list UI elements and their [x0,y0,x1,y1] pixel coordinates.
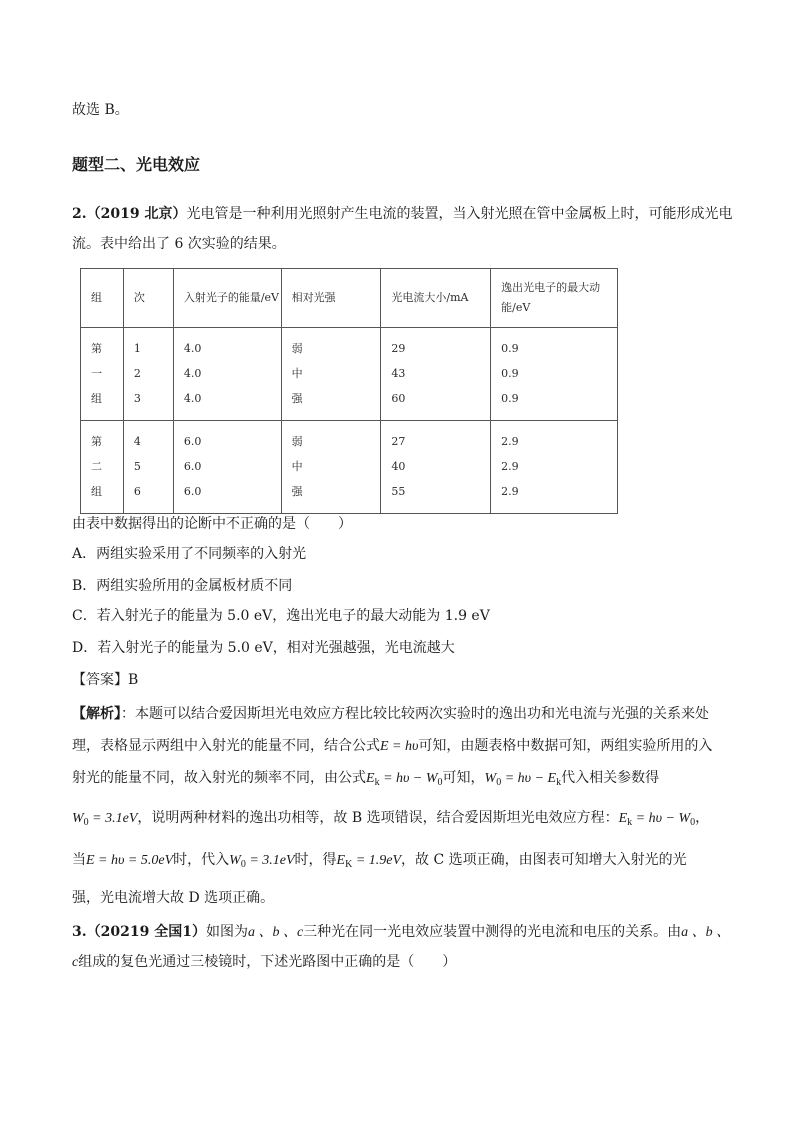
header-energy: 入射光子的能量/eV [173,269,281,328]
formula-einstein: $E_k = h\upsilon - W_0$ [618,811,696,828]
formula-e-5: E = hυ = 5.0eV [86,853,174,868]
group-2-name: 第 二 组 [81,421,124,514]
analysis-line-3: 射光的能量不同，故入射光的频率不同，由公式$E_k = h\upsilon - W_0$可知，$W_0 = h\upsilon - E_k$代入相关参数得 [72,770,660,788]
option-c: C．若入射光子的能量为 5.0 eV，逸出光电子的最大动能为 1.9 eV [72,608,490,624]
formula-w0-3-1: $W_0 = 3.1eV$ [229,853,295,870]
q3-line-1: 3.（20219 全国1）如图为a 、b 、c三种光在同一光电效应装置中测得的光电流和电压的关系。由a 、b 、 [72,924,731,940]
group-1-name: 第 一 组 [81,328,124,421]
header-group: 组 [81,269,124,328]
light-labels-abc: a 、b 、c [247,925,304,940]
group-2-current: 27 40 55 [381,421,491,514]
formula-w0-value: $W_0 = 3.1eV$ [72,811,138,828]
analysis-line-2: 理，表格显示两组中入射光的能量不同，结合公式E = hυ可知，由题表格中数据可知，两组实验所用的入 [72,738,713,754]
option-d: D．若入射光子的能量为 5.0 eV，相对光强越强，光电流越大 [72,640,455,656]
group-1-current: 29 43 60 [381,328,491,421]
section-title: 题型二、光电效应 [72,155,201,174]
header-trial: 次 [123,269,173,328]
group-1-intensity: 弱 中 强 [281,328,381,421]
group-2-energy: 6.0 6.0 6.0 [173,421,281,514]
group-2-intensity: 弱 中 强 [281,421,381,514]
group-2-max-ke: 2.9 2.9 2.9 [491,421,618,514]
group-2-trials: 4 5 6 [123,421,173,514]
analysis-line-4: $W_0 = 3.1eV$，说明两种材料的逸出功相等，故 B 选项错误，结合爱因斯坦光电效应方程：$E_k = h\upsilon - W_0$， [72,810,710,828]
q2-source: （2019 北京） [86,206,187,222]
formula-e-hv: E = hυ [380,739,419,754]
answer: 【答案】B [72,672,139,688]
q2-line-1 [72,204,732,224]
experiment-table [80,268,618,514]
group-1-energy: 4.0 4.0 4.0 [173,328,281,421]
q2-prompt: 由表中数据得出的论断中不正确的是（ ） [72,516,352,532]
analysis-label: 【解析】 [72,706,121,722]
analysis-line-6: 强，光电流增大故 D 选项正确。 [72,890,275,906]
analysis-line-1: 【解析】：本题可以结合爱因斯坦光电效应方程比较比较两次实验时的逸出功和光电流与光强的关系来处 [72,706,709,722]
q3-number: 3. [72,924,87,940]
table-row-group-2 [81,421,618,514]
intro-text: 故选 B。 [72,102,129,118]
table-header-row [81,269,618,328]
q2-number: 2. [72,206,87,222]
header-max-ke: 逸出光电子的最大动能/eV [491,269,618,328]
q2-text-1: 光电管是一种利用光照射产生电流的装置，当入射光照在管中金属板上时，可能形成光电 [186,206,733,222]
header-current: 光电流大小/mA [381,269,491,328]
analysis-line-5: 当E = hυ = 5.0eV时，代入$W_0 = 3.1eV$时，得$E_K = 1.9eV$，故 C 选项正确，由图表可知增大入射光的光 [72,852,687,870]
formula-w0: $W_0 = h\upsilon - E_k$ [484,771,562,788]
formula-ek-1-9: $E_K = 1.9eV$ [336,853,402,870]
q3-source: （20219 全国1） [86,924,206,940]
q2-line-2: 流。表中给出了 6 次实验的结果。 [72,236,286,252]
table-row-group-1 [81,328,618,421]
header-intensity: 相对光强 [281,269,381,328]
q3-line-2: c组成的复色光通过三棱镜时，下述光路图中正确的是（ ） [72,954,457,970]
group-1-max-ke: 0.9 0.9 0.9 [491,328,618,421]
option-a: A．两组实验采用了不同频率的入射光 [72,546,307,562]
option-b: B．两组实验所用的金属板材质不同 [72,578,293,594]
formula-ek: $E_k = h\upsilon - W_0$ [366,771,443,788]
group-1-trials: 1 2 3 [123,328,173,421]
